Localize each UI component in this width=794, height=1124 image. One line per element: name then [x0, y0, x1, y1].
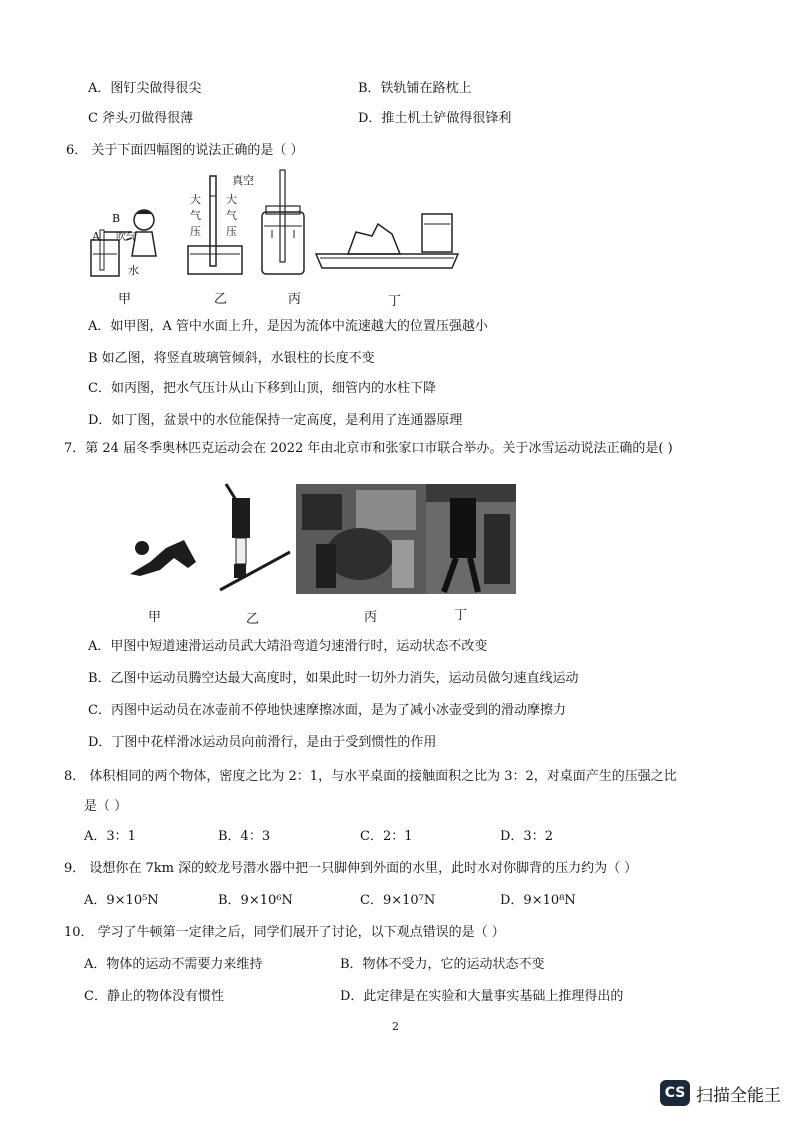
q7-label-jia: 甲 — [148, 610, 162, 625]
q6-stem: 6． 关于下面四幅图的说法正确的是（ ） — [66, 143, 304, 158]
q6-option-c: C．如丙图，把水气压计从山下移到山顶，细管内的水柱下降 — [88, 381, 436, 396]
q6-label-jia: 甲 — [118, 292, 132, 307]
q6-option-d: D．如丁图，盆景中的水位能保持一定高度，是利用了连通器原理 — [88, 413, 463, 428]
q7-option-b: B．乙图中运动员腾空达最大高度时，如果此时一切外力消失，运动员做匀速直线运动 — [88, 671, 579, 686]
q7-figure-yi — [218, 480, 294, 594]
q5-option-b: B．铁轨铺在路枕上 — [358, 81, 472, 96]
q9-option-c: C．9×10⁷N — [360, 893, 436, 908]
q8-stem-line2: 是（ ） — [84, 799, 128, 814]
q6-fig1-label-blow: 吹气 — [116, 232, 136, 243]
q5-option-a: A．图钉尖做得很尖 — [88, 81, 202, 96]
scanner-app-name: 扫描全能王 — [696, 1085, 781, 1106]
q7-figure-jia — [126, 518, 200, 582]
q8-option-d: D．3：2 — [500, 829, 553, 844]
q6-label-ding: 丁 — [388, 294, 402, 309]
q6-fig2-label-vacuum: 真空 — [232, 174, 254, 187]
q10-option-d: D．此定律是在实验和大量事实基础上推理得出的 — [340, 989, 624, 1004]
q7-option-a: A．甲图中短道速滑运动员武大靖沿弯道匀速滑行时，运动状态不改变 — [88, 639, 488, 654]
q7-label-yi: 乙 — [246, 612, 260, 627]
q7-label-ding: 丁 — [454, 608, 468, 623]
q10-option-a: A．物体的运动不需要力来维持 — [84, 957, 263, 972]
q5-option-c: C 斧头刃做得很薄 — [88, 111, 194, 126]
q9-option-a: A．9×10⁵N — [84, 893, 159, 908]
q6-fig1-label-water: 水 — [128, 264, 139, 277]
q7-option-d: D．丁图中花样滑冰运动员向前滑行，是由于受到惯性的作用 — [88, 735, 437, 750]
q7-figure-ding — [426, 484, 516, 598]
q6-figure-ding — [312, 212, 462, 274]
q6-figure-bing — [258, 168, 308, 278]
scanner-logo-icon: CS — [660, 1080, 690, 1106]
q6-fig1-label-a: A — [92, 230, 100, 243]
q8-option-c: C．2：1 — [360, 829, 413, 844]
q8-option-a: A．3：1 — [84, 829, 136, 844]
q7-figure-bing — [296, 484, 426, 594]
q7-label-bing: 丙 — [364, 610, 378, 625]
page-number: 2 — [392, 1020, 399, 1033]
q6-label-bing: 丙 — [288, 292, 302, 307]
q8-stem-line1: 8． 体积相同的两个物体，密度之比为 2：1，与水平桌面的接触面积之比为 3：2，对桌面产生的压强之比 — [64, 769, 677, 784]
q6-option-b: B 如乙图，将竖直玻璃管倾斜，水银柱的长度不变 — [88, 351, 375, 366]
q9-stem: 9． 设想你在 7km 深的蛟龙号潜水器中把一只脚伸到外面的水里，此时水对你脚背的压力约为（ ） — [64, 861, 638, 876]
q6-fig2-label-atm-left: 大气压 — [190, 193, 201, 238]
q10-option-c: C．静止的物体没有惯性 — [84, 989, 224, 1004]
q6-fig2-label-atm-right: 大气压 — [226, 193, 237, 238]
q5-option-d: D．推土机土铲做得很锋利 — [358, 111, 512, 126]
q9-option-b: B．9×10⁶N — [218, 893, 293, 908]
scanner-badge — [660, 1080, 781, 1106]
q10-stem: 10． 学习了牛顿第一定律之后，同学们展开了讨论，以下观点错误的是（ ） — [64, 925, 505, 940]
q10-option-b: B．物体不受力，它的运动状态不变 — [340, 957, 545, 972]
q9-option-d: D．9×10⁸N — [500, 893, 576, 908]
q7-stem: 7．第 24 届冬季奥林匹克运动会在 2022 年由北京市和张家口市联合举办。关于冰雪运动说法正确的是( ) — [64, 441, 673, 456]
q6-label-yi: 乙 — [214, 292, 228, 307]
q7-option-c: C．丙图中运动员在冰壶前不停地快速摩擦冰面，是为了减小冰壶受到的滑动摩擦力 — [88, 703, 566, 718]
q8-option-b: B．4：3 — [218, 829, 271, 844]
q6-fig1-label-b: B — [112, 212, 121, 225]
q6-option-a: A．如甲图，A 管中水面上升，是因为流体中流速越大的位置压强越小 — [88, 319, 488, 334]
